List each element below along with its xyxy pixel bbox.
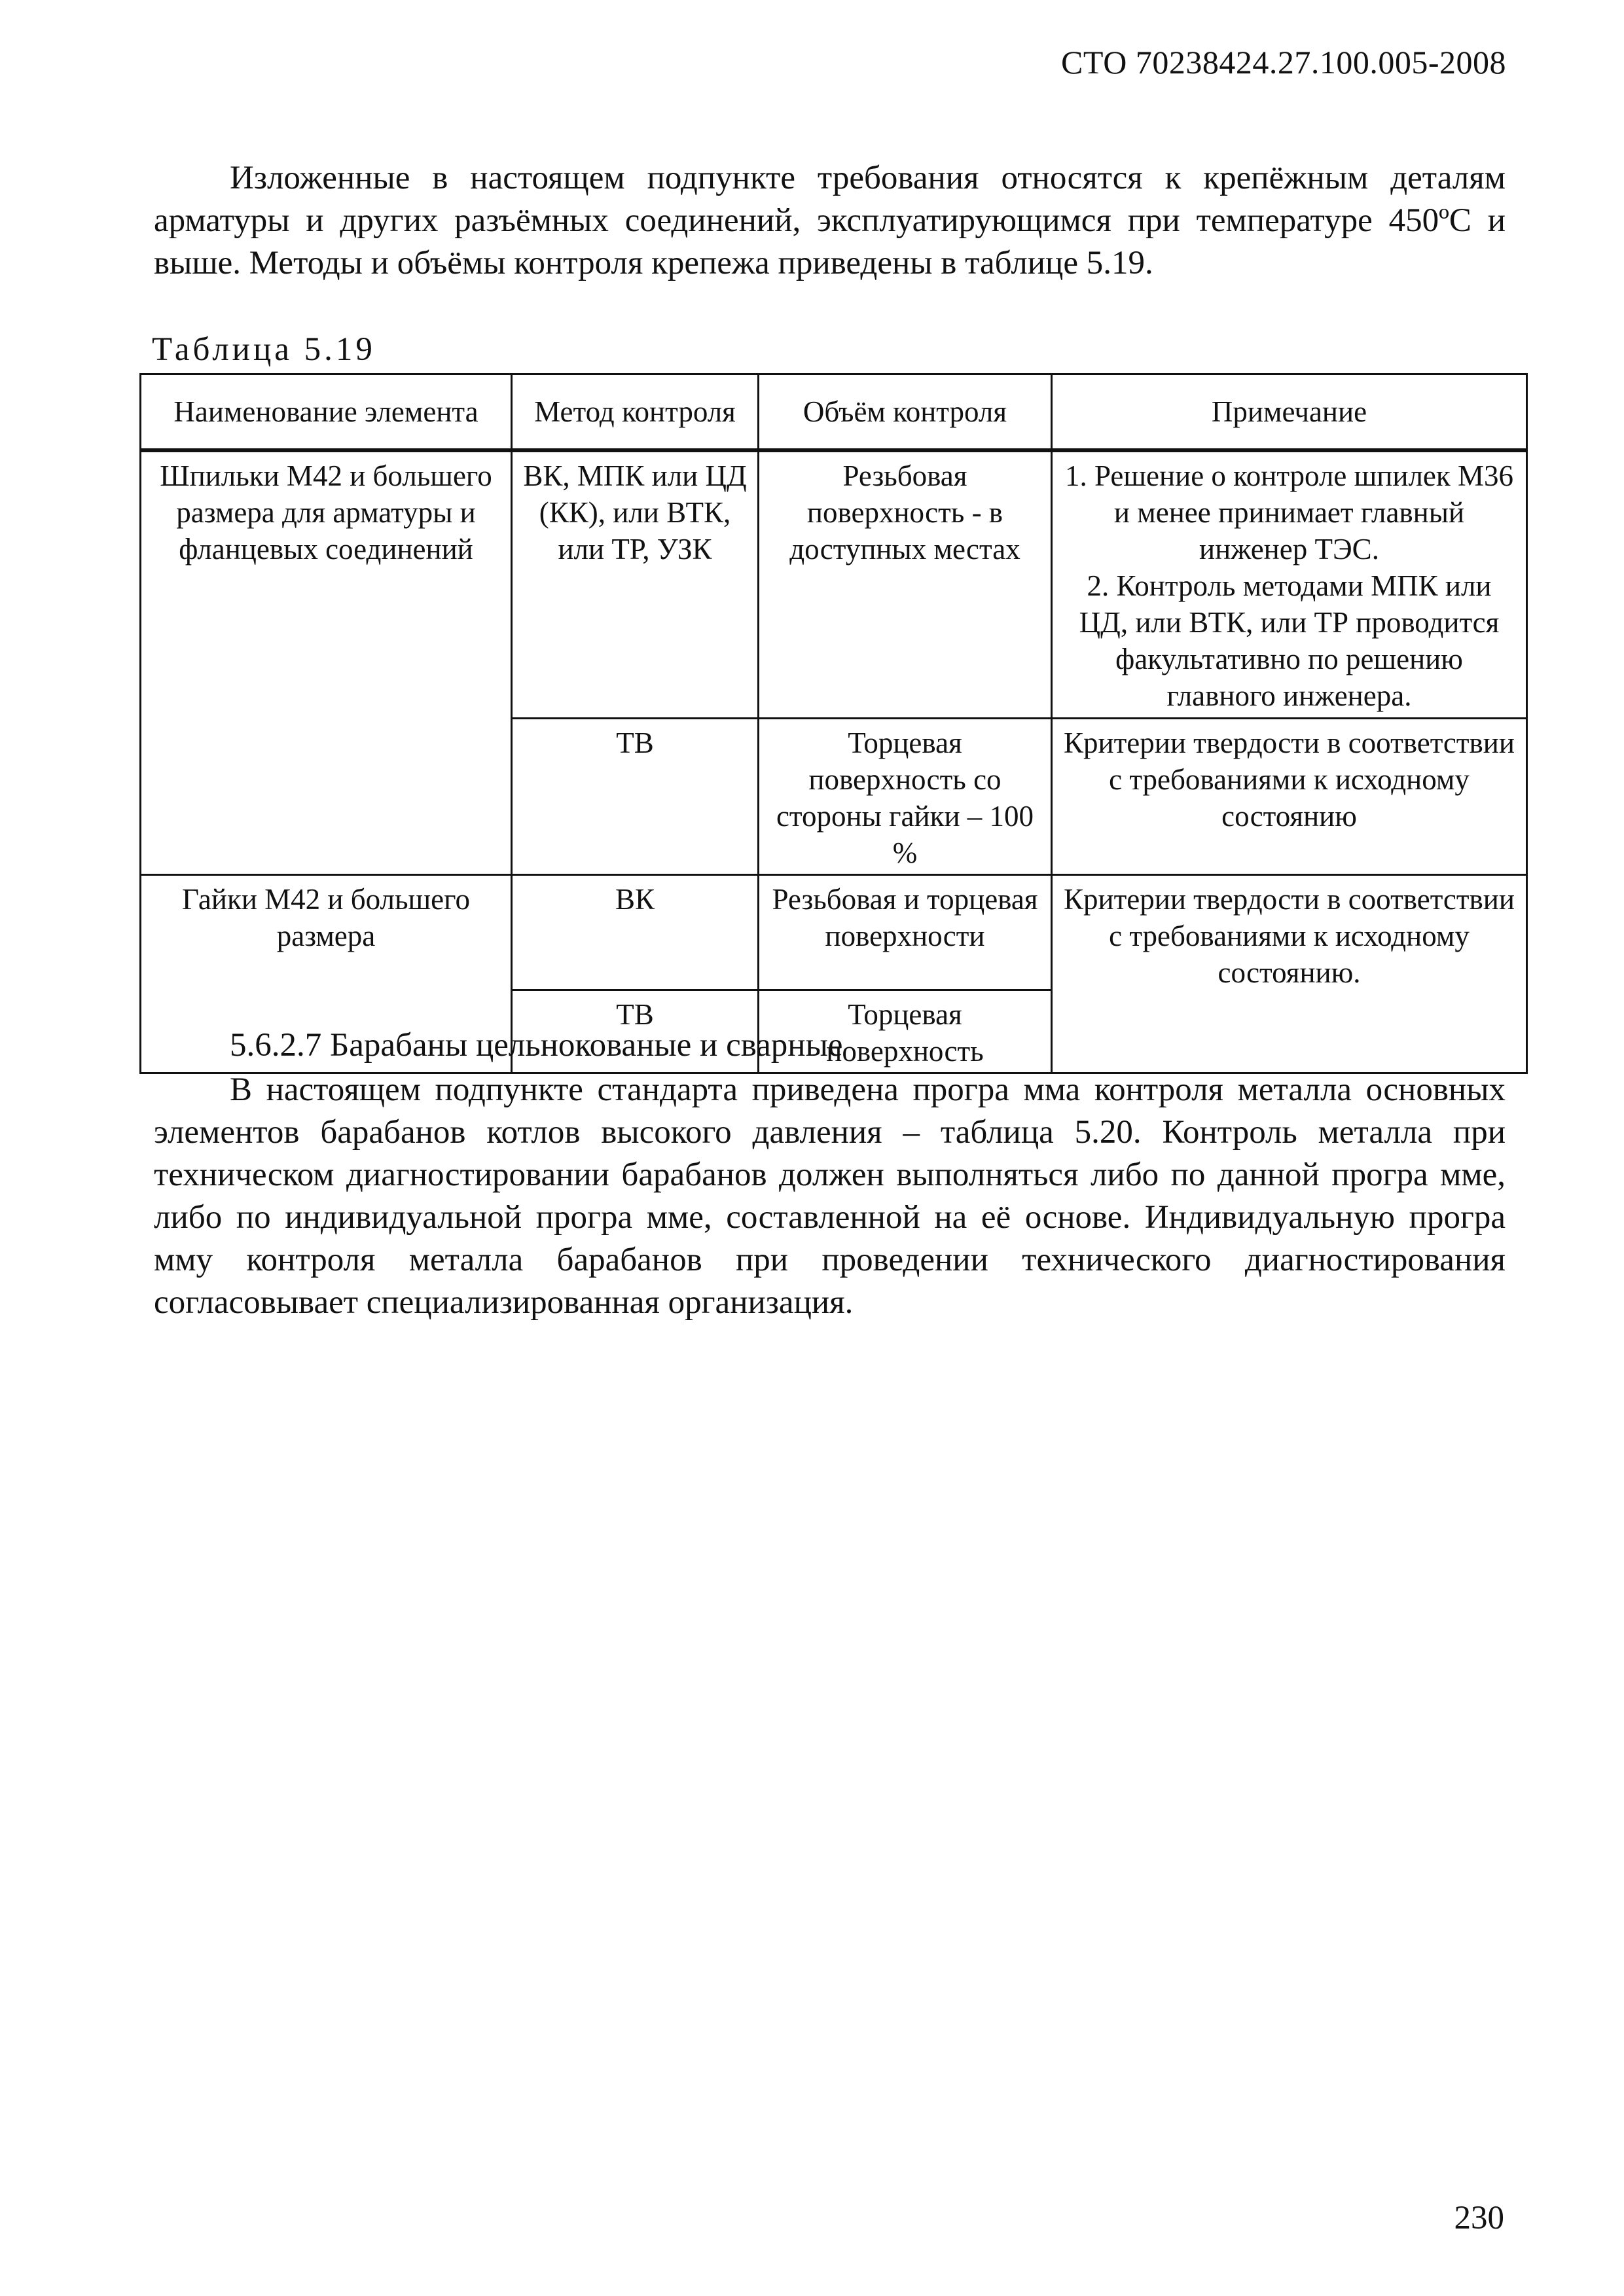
table-row — [141, 450, 1527, 719]
cell-note: Критерии твердости в соответствии с требованиями к исходному состоянию. — [1052, 875, 1527, 1073]
section-heading: 5.6.2.7 Барабаны цельнокованые и сварные — [230, 1027, 843, 1064]
cell-element: Шпильки М42 и большего размера для арматуры и фланцевых соединений — [141, 450, 512, 875]
control-methods-table — [139, 373, 1528, 1074]
document-code: СТО 70238424.27.100.005-2008 — [1061, 44, 1506, 81]
cell-method: ТВ — [512, 719, 759, 875]
cell-scope: Резьбовая поверхность - в доступных местах — [759, 450, 1052, 719]
cell-scope: Торцевая поверхность со стороны гайки – 100 % — [759, 719, 1052, 875]
note-item: 1. Решение о контроле шпилек М36 и менее принимает главный инженер ТЭС. — [1065, 459, 1513, 565]
intro-paragraph: Изложенные в настоящем подпункте требования относятся к крепёжным деталям арматуры и других разъёмных соединений, эксплуатирующимся при температуре 450ºС и выше. Методы и объёмы контроля крепежа приведены в таблице 5.19. — [154, 160, 1506, 281]
cell-method: ВК — [512, 875, 759, 990]
section-paragraph: В настоящем подпункте стандарта приведена програ мма контроля металла основных элементов барабанов котлов высокого давления – таблица 5.20. Контроль металла при техническом диагностировании барабанов должен выполняться либо по данной програ мме, либо по индивидуальной програ мме, составленной на её основе. Индивидуальную програ мму контроля металла барабанов при проведении технического диагностирования согласовывает специализированная организация. — [154, 1071, 1506, 1321]
cell-method: ВК, МПК или ЦД (КК), или ВТК, или ТР, УЗК — [512, 450, 759, 719]
header-method: Метод контроля — [512, 374, 759, 450]
table-header-row — [141, 374, 1527, 450]
cell-method: ТВ — [512, 990, 759, 1073]
table-row — [141, 875, 1527, 990]
cell-scope: Торцевая поверхность — [759, 990, 1052, 1073]
page-number: 230 — [1454, 2200, 1504, 2236]
cell-note: Критерии твердости в соответствии с требованиями к исходному состоянию — [1052, 719, 1527, 875]
header-note: Примечание — [1052, 374, 1527, 450]
cell-element: Гайки М42 и большего размера — [141, 875, 512, 1073]
cell-note — [1052, 450, 1527, 719]
header-scope: Объём контроля — [759, 374, 1052, 450]
note-item: 2. Контроль методами МПК или ЦД, или ВТК, или ТР проводится факультативно по решению главного инженера. — [1079, 569, 1500, 712]
cell-scope: Резьбовая и торцевая поверхности — [759, 875, 1052, 990]
header-element: Наименование элемента — [141, 374, 512, 450]
table-caption: Таблица 5.19 — [152, 331, 376, 368]
